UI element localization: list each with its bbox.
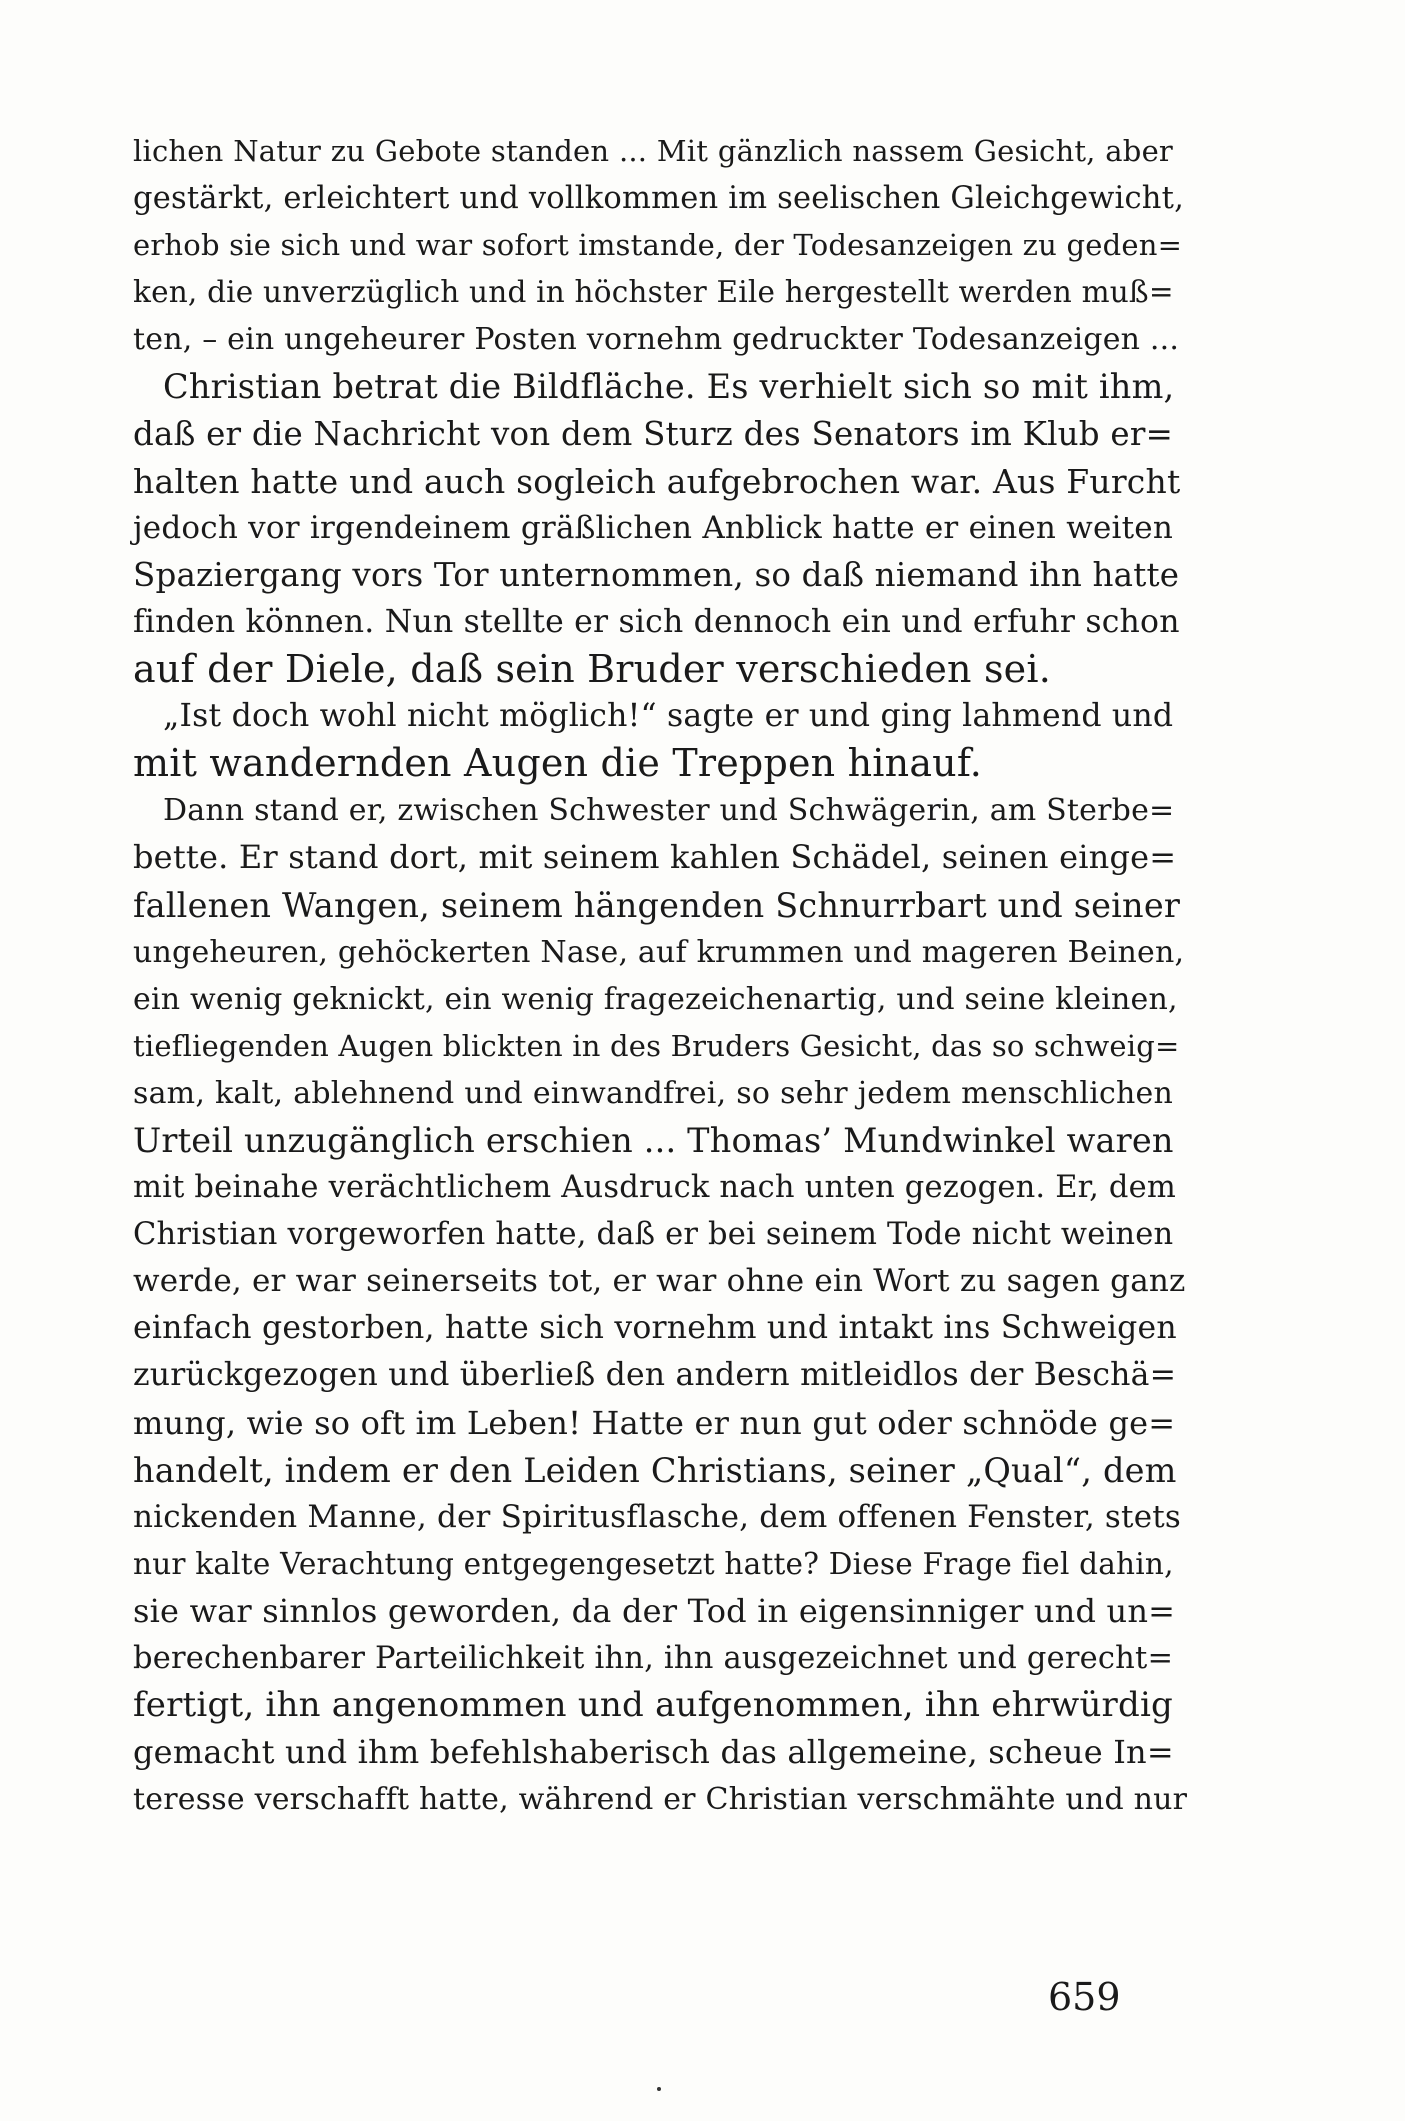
text-line-27: zurückgezogen und überließ den andern mitleidlos der Beschä=: [133, 1357, 1177, 1394]
text-line-9: jedoch vor irgendeinem gräßlichen Anblick hatte er einen weiten: [133, 509, 1173, 546]
text-line-20: tiefliegenden Augen blickten in des Bruders Gesicht, das so schweig=: [133, 1028, 1180, 1063]
page-number: 659: [1048, 1975, 1121, 2019]
text-line-33: berechenbarer Parteilichkeit ihn, ihn ausgezeichnet und gerecht=: [133, 1641, 1174, 1676]
text-line-13: „Ist doch wohl nicht möglich!“ sagte er und ging lahmend und: [163, 698, 1174, 735]
text-line-31: nur kalte Verachtung entgegengesetzt hatte? Diese Frage fiel dahin,: [133, 1546, 1174, 1581]
text-line-35: gemacht und ihm befehlshaberisch das allgemeine, scheue In=: [133, 1733, 1174, 1772]
text-line-14: mit wandernden Augen die Treppen hinauf.: [133, 741, 983, 786]
text-line-24: Christian vorgeworfen hatte, daß er bei seinem Tode nicht weinen: [133, 1217, 1174, 1253]
text-line-21: sam, kalt, ablehnend und einwandfrei, so sehr jedem menschlichen: [133, 1075, 1173, 1111]
print-speck: [657, 2087, 661, 2091]
text-line-2: gestärkt, erleichtert und vollkommen im seelischen Gleichgewicht,: [133, 181, 1184, 217]
text-line-36: teresse verschafft hatte, während er Christian verschmähte und nur: [133, 1782, 1188, 1818]
text-line-30: nickenden Manne, der Spiritusflasche, dem offenen Fenster, stets: [133, 1498, 1181, 1535]
text-line-7: daß er die Nachricht von dem Sturz des Senators im Klub er=: [133, 414, 1173, 453]
text-line-3: erhob sie sich und war sofort imstande, der Todesanzeigen zu geden=: [133, 228, 1183, 263]
text-line-26: einfach gestorben, hatte sich vornehm und intakt ins Schweigen: [133, 1310, 1177, 1347]
text-line-5: ten, – ein ungeheurer Posten vornehm gedruckter Todesanzeigen ...: [133, 322, 1180, 358]
text-line-28: mung, wie so oft im Leben! Hatte er nun gut oder schnöde ge=: [133, 1403, 1176, 1442]
text-line-6: Christian betrat die Bildfläche. Es verhielt sich so mit ihm,: [163, 367, 1175, 407]
text-line-11: finden können. Nun stellte er sich dennoch ein und erfuhr schon: [133, 603, 1180, 640]
text-line-4: ken, die unverzüglich und in höchster Eile hergestellt werden muß=: [133, 275, 1174, 310]
text-line-1: lichen Natur zu Gebote standen ... Mit gänzlich nassem Gesicht, aber: [133, 134, 1173, 168]
text-line-8: halten hatte und auch sogleich aufgebrochen war. Aus Furcht: [133, 461, 1181, 501]
text-line-34: fertigt, ihn angenommen und aufgenommen, ihn ehrwürdig: [133, 1685, 1173, 1726]
text-line-22: Urteil unzugänglich erschien ... Thomas’ Mundwinkel waren: [133, 1120, 1174, 1160]
text-line-16: bette. Er stand dort, mit seinem kahlen Schädel, seinen einge=: [133, 838, 1177, 877]
body-text: [133, 128, 1188, 1823]
text-line-29: handelt, indem er den Leiden Christians, seiner „Qual“, dem: [133, 1450, 1177, 1490]
text-line-19: ein wenig geknickt, ein wenig fragezeichenartig, und seine kleinen,: [133, 981, 1178, 1017]
text-line-15: Dann stand er, zwischen Schwester und Schwägerin, am Sterbe=: [163, 793, 1175, 829]
text-line-32: sie war sinnlos geworden, da der Tod in eigensinniger und un=: [133, 1591, 1176, 1630]
text-line-10: Spaziergang vors Tor unternommen, so daß niemand ihn hatte: [133, 555, 1180, 594]
text-line-17: fallenen Wangen, seinem hängenden Schnurrbart und seiner: [133, 885, 1181, 925]
text-line-23: mit beinahe verächtlichem Ausdruck nach unten gezogen. Er, dem: [133, 1170, 1176, 1206]
text-line-25: werde, er war seinerseits tot, er war ohne ein Wort zu sagen ganz: [133, 1263, 1186, 1300]
text-line-18: ungeheuren, gehöckerten Nase, auf krummen und mageren Beinen,: [133, 934, 1185, 970]
text-line-12: auf der Diele, daß sein Bruder verschieden sei.: [133, 647, 1052, 692]
